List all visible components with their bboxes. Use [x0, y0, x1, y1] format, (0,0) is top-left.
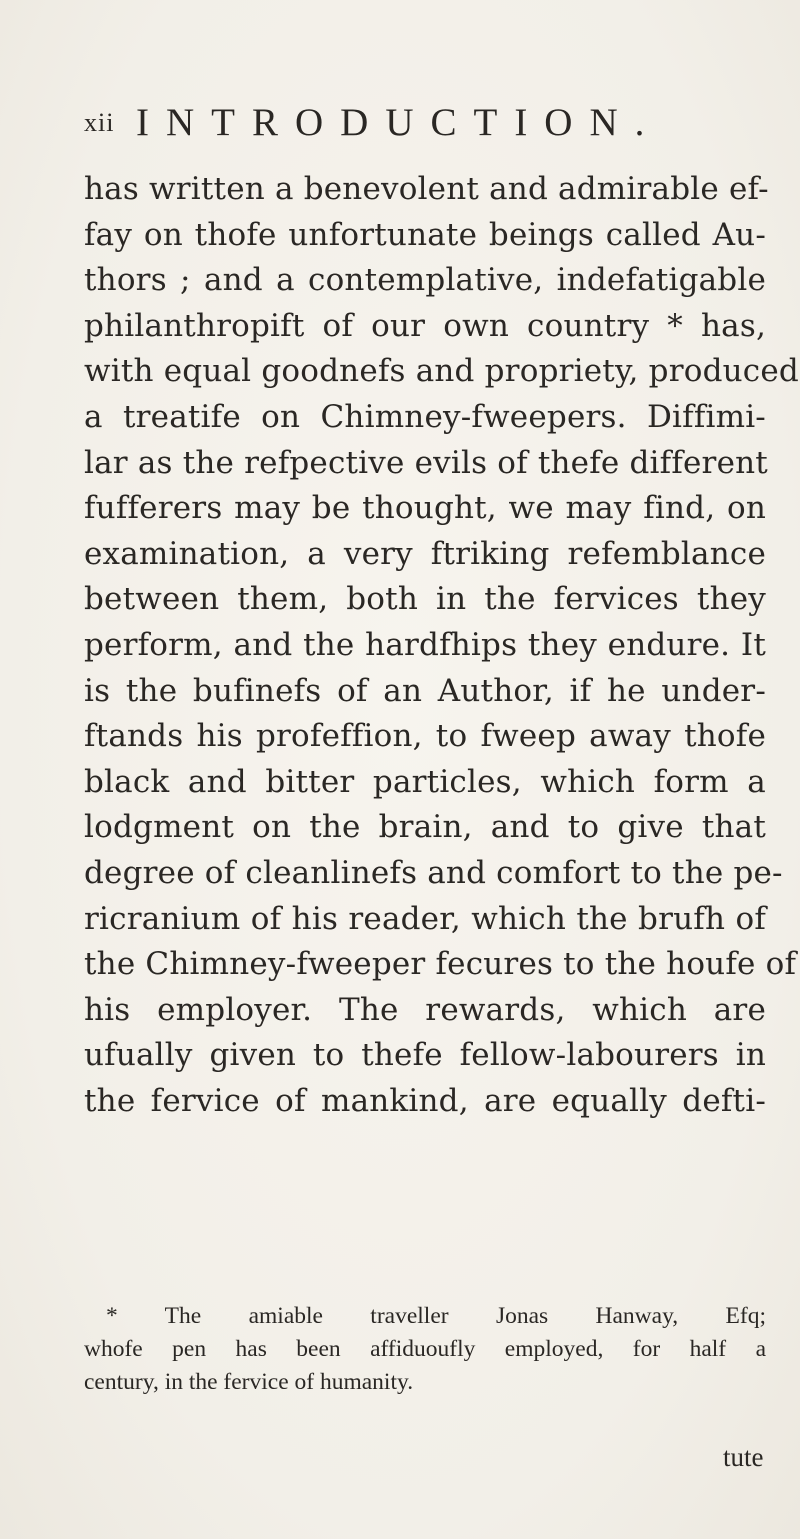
text-line: black and bitter particles, which form a [84, 763, 766, 800]
text-line: ftands his profeffion, to fweep away thofe [84, 718, 766, 755]
footnote-line: * The amiable traveller Jonas Hanway, Efq; [106, 1303, 766, 1329]
text-line: fay on thofe unfortunate beings called Au- [84, 216, 766, 253]
text-line: degree of cleanlinefs and comfort to the pe- [84, 854, 783, 891]
footnote-line: century, in the fervice of humanity. [84, 1369, 414, 1395]
page-header [84, 100, 744, 150]
text-line: lodgment on the brain, and to give that [84, 809, 766, 846]
text-line: with equal goodnefs and propriety, produced [84, 353, 799, 390]
footnote-line: whofe pen has been affiduoufly employed, for half a [84, 1336, 766, 1362]
text-line: lar as the refpective evils of thefe different [84, 444, 768, 481]
text-line: is the bufinefs of an Author, if he under- [84, 672, 766, 709]
running-head: INTRODUCTION. [136, 101, 662, 144]
text-line: his employer. The rewards, which are [84, 991, 766, 1028]
footnote [84, 1300, 766, 1399]
text-line: ricranium of his reader, which the brufh of [84, 900, 766, 937]
text-line: philanthropift of our own country * has, [84, 307, 766, 344]
text-line: perform, and the hardfhips they endure. It [84, 626, 766, 663]
text-line: the Chimney-fweeper fecures to the houfe of [84, 946, 797, 983]
text-line: thors ; and a contemplative, indefatigable [84, 262, 766, 299]
body-text [84, 167, 799, 1124]
text-line: ufually given to thefe fellow-labourers in [84, 1037, 766, 1074]
text-line: the fervice of mankind, are equally defti- [84, 1082, 766, 1119]
text-line: fufferers may be thought, we may find, on [84, 490, 766, 527]
text-line: between them, both in the fervices they [84, 581, 766, 618]
text-line: examination, a very ftriking refemblance [84, 535, 766, 572]
text-line: a treatife on Chimney-fweepers. Diffimi- [84, 398, 766, 435]
catchword: tute [723, 1442, 764, 1472]
page-number: xii [84, 108, 115, 137]
text-line: has written a benevolent and admirable ef- [84, 171, 769, 207]
